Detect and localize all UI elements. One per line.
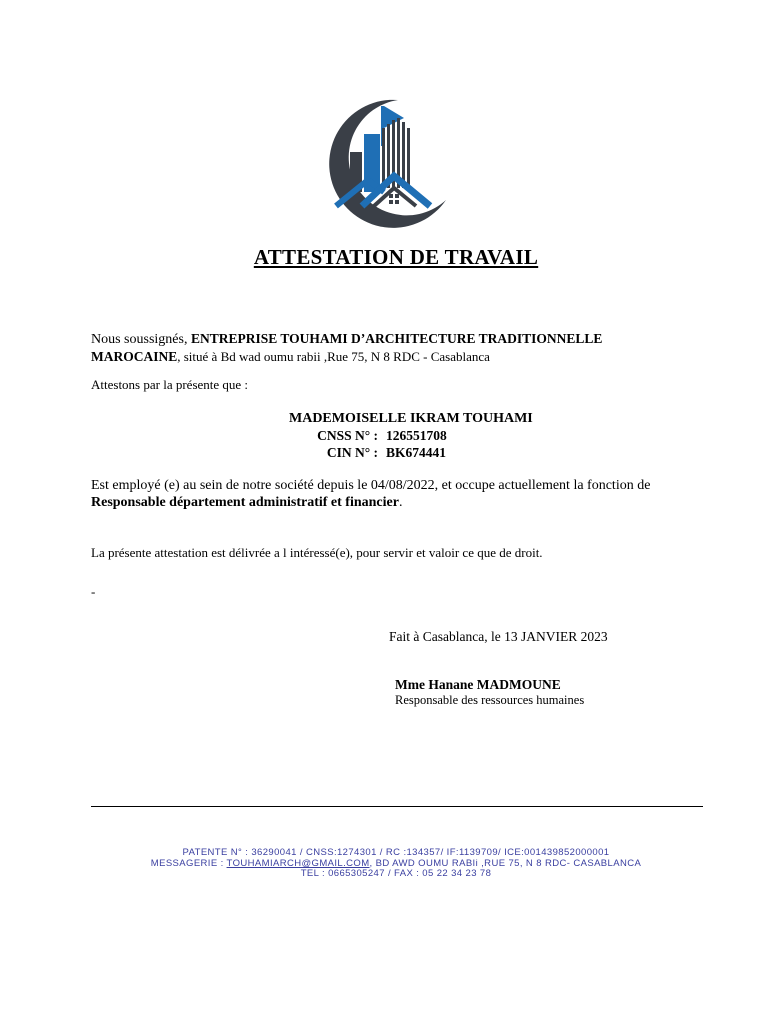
- footer-messagerie-label: MESSAGERIE :: [150, 858, 227, 869]
- cin-label: CIN N° :: [326, 445, 378, 460]
- footer-address: , BD AWD OUMU RABIi ,RUE 75, N 8 RDC- CASABLANCA: [369, 858, 642, 869]
- cnss-label: CNSS N° :: [317, 428, 378, 443]
- attestons-line: Attestons par la présente que :: [91, 377, 249, 392]
- signer-role: Responsable des ressources humaines: [395, 693, 585, 707]
- intro-prefix: Nous soussignés,: [91, 332, 191, 347]
- footer-phone-fax: TEL : 0665305247 / FAX : 05 22 34 23 78: [300, 868, 492, 879]
- dash-mark: -: [91, 584, 96, 599]
- footer-email-link[interactable]: TOUHAMIARCH@GMAIL.COM: [226, 858, 370, 869]
- cnss-row: [308, 427, 447, 444]
- position-title: Responsable département administratif et financier: [91, 495, 399, 510]
- cin-value: BK674441: [386, 445, 447, 460]
- cin-row: [308, 444, 446, 461]
- employment-text: Est employé (e) au sein de notre société depuis le 04/08/2022, et occupe actuellement la fonction de: [91, 478, 651, 493]
- company-address: , situé à Bd wad oumu rabii ,Rue 75, N 8 RDC - Casablanca: [177, 349, 490, 364]
- company-name-line2: MAROCAINE: [91, 349, 178, 364]
- document-title: ATTESTATION DE TRAVAIL: [253, 245, 539, 269]
- delivery-paragraph: La présente attestation est délivrée a l intéressé(e), pour servir et valoir ce que de droit.: [91, 545, 543, 560]
- place-date: Fait à Casablanca, le 13 JANVIER 2023: [389, 629, 608, 644]
- footer-divider: [91, 806, 703, 807]
- position-suffix: .: [398, 495, 403, 510]
- employment-paragraph: [91, 477, 651, 511]
- employee-name: MADEMOISELLE IKRAM TOUHAMI: [289, 411, 533, 426]
- signer-name: Mme Hanane MADMOUNE: [395, 677, 561, 692]
- cnss-value: 126551708: [386, 428, 447, 443]
- footer-registration: PATENTE N° : 36290041 / CNSS:1274301 / RC :134357/ IF:1139709/ ICE:001439852000001: [182, 847, 610, 858]
- intro-paragraph: [91, 330, 691, 366]
- company-logo-icon: [306, 88, 466, 238]
- company-name-line1: ENTREPRISE TOUHAMI D’ARCHITECTURE TRADITIONNELLE: [190, 331, 603, 346]
